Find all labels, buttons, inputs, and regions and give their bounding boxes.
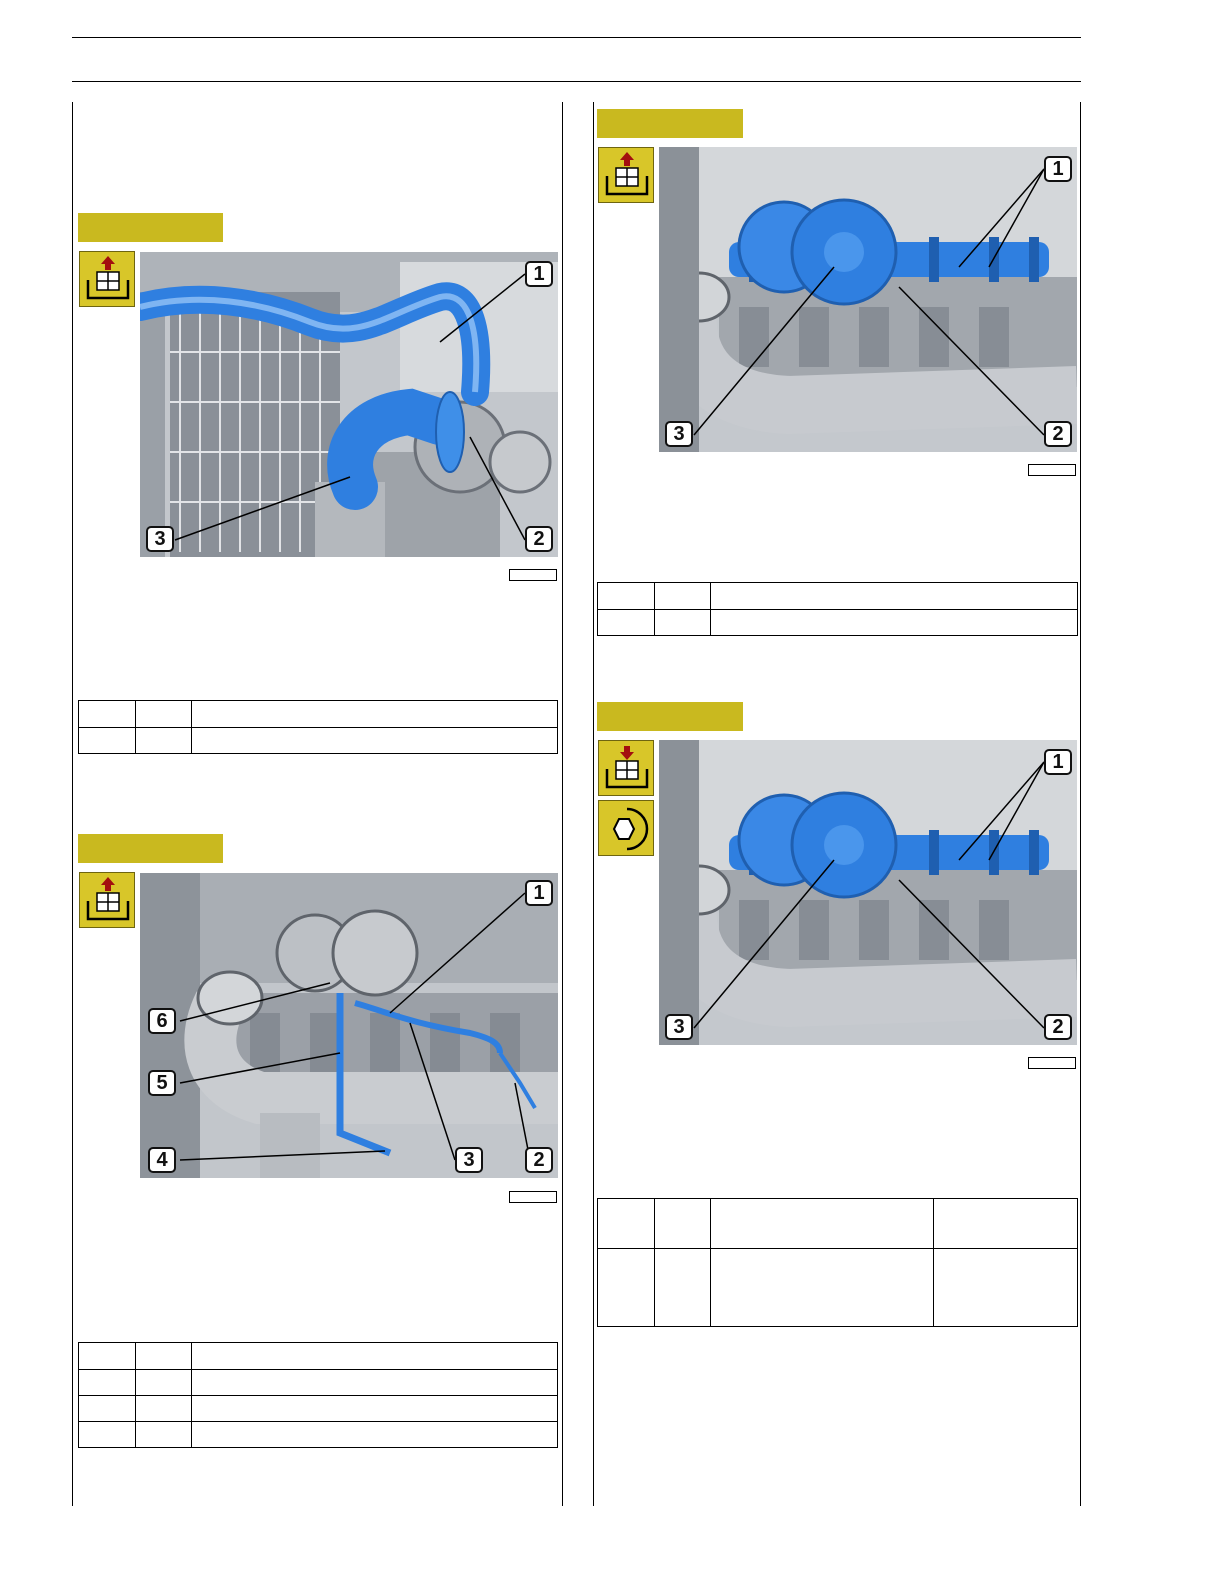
callout-3: 3 <box>455 1147 483 1173</box>
table-row <box>598 1199 1078 1249</box>
callout-2: 2 <box>1044 421 1072 447</box>
figure-4-turbocharger-refit-photo <box>659 740 1077 1045</box>
callout-2: 2 <box>525 526 553 552</box>
right-column-border <box>1080 102 1081 1506</box>
table-row <box>79 1343 558 1370</box>
table-row <box>598 610 1078 636</box>
figure-4-reference-box <box>1028 1057 1076 1069</box>
center-right-border <box>593 102 594 1506</box>
table-row <box>598 583 1078 610</box>
callout-3: 3 <box>665 421 693 447</box>
callout-3: 3 <box>146 526 174 552</box>
callout-2: 2 <box>1044 1014 1072 1040</box>
figure-3-turbocharger-photo <box>659 147 1077 452</box>
callout-1: 1 <box>1044 749 1072 775</box>
center-left-border <box>562 102 563 1506</box>
table-row <box>79 1422 558 1448</box>
section-bar-4 <box>597 702 743 731</box>
callout-1: 1 <box>525 880 553 906</box>
table-3 <box>597 582 1078 636</box>
figure-1-reference-box <box>509 569 557 581</box>
figure-3-reference-box <box>1028 464 1076 476</box>
left-column-border <box>72 102 73 1506</box>
callout-2: 2 <box>525 1147 553 1173</box>
table-row <box>79 701 558 728</box>
top-rule <box>72 37 1081 38</box>
removal-icon <box>79 251 135 307</box>
callout-1: 1 <box>525 261 553 287</box>
table-row <box>79 1370 558 1396</box>
table-1 <box>78 700 558 754</box>
table-row <box>79 1396 558 1422</box>
callout-3: 3 <box>665 1014 693 1040</box>
torque-wrench-icon <box>598 800 654 856</box>
callout-1: 1 <box>1044 156 1072 182</box>
removal-icon <box>79 872 135 928</box>
table-row <box>598 1249 1078 1327</box>
removal-icon <box>598 147 654 203</box>
section-bar-1 <box>78 213 223 242</box>
table-row <box>79 728 558 754</box>
callout-6: 6 <box>148 1008 176 1034</box>
callout-5: 5 <box>148 1070 176 1096</box>
section-bar-2 <box>78 834 223 863</box>
callout-4: 4 <box>148 1147 176 1173</box>
header-rule <box>72 81 1081 82</box>
figure-2-reference-box <box>509 1191 557 1203</box>
refit-icon <box>598 740 654 796</box>
table-2 <box>78 1342 558 1448</box>
figure-1-intake-pipe-photo <box>140 252 558 557</box>
table-4 <box>597 1198 1078 1327</box>
section-bar-3 <box>597 109 743 138</box>
figure-2-oil-pipes-photo <box>140 873 558 1178</box>
